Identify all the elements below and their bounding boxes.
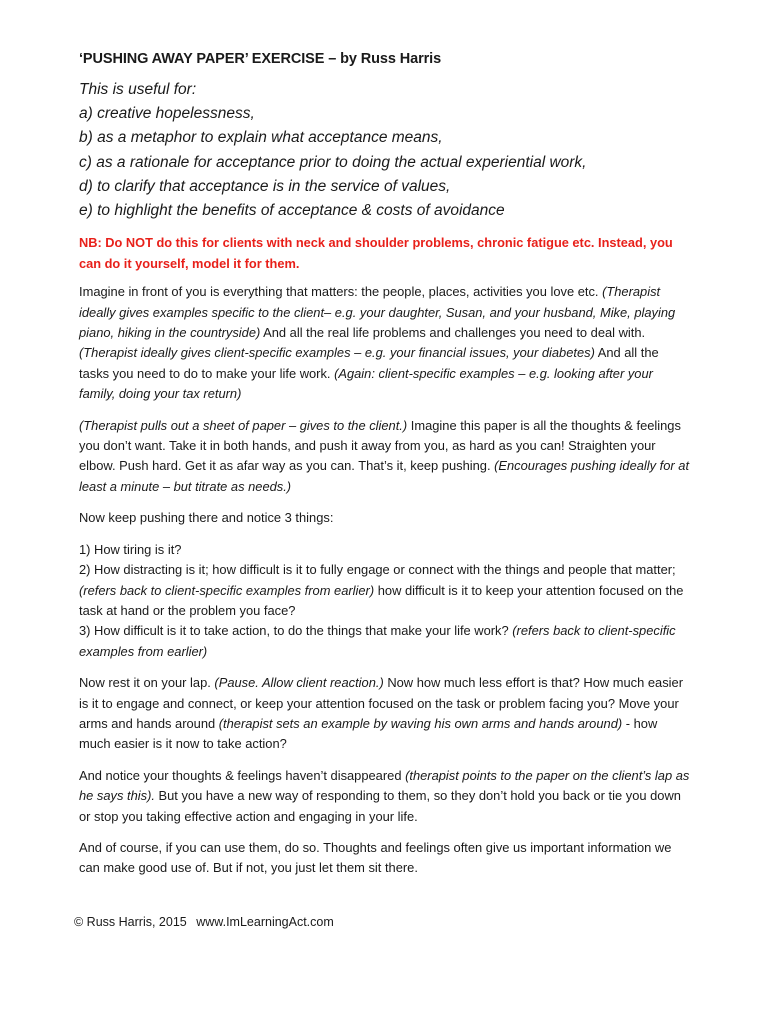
p4-text-c: Now how much less effort is that? How much easier is it to engage and connect, or keep your attention focused on the task or problem facing you? Move your arms and hands around <box>79 675 683 731</box>
uses-item-b: b) as a metaphor to explain what acceptance means, <box>79 129 443 147</box>
q2-text-c: how difficult is it to keep your attention focused on the task at hand or the problem you face? <box>79 582 684 618</box>
q3-stage-direction-b: (refers back to client-specific examples from earlier) <box>79 623 676 659</box>
uses-item-c: c) as a rationale for acceptance prior to doing the actual experiential work, <box>79 153 587 171</box>
p2-stage-direction-c: (Encourages pushing ideally for at least a minute – but titrate as needs.) <box>79 458 690 494</box>
paragraph-use-them: And of course, if you can use them, do so. Thoughts and feelings often give us important information we can make good use of. But if not, you just let them sit there. <box>79 839 672 876</box>
questions-list <box>79 540 691 662</box>
p5-text-a: And notice your thoughts & feelings haven’t disappeared <box>79 767 406 783</box>
uses-item-e: e) to highlight the benefits of acceptance & costs of avoidance <box>79 202 505 220</box>
p1-text-a: Imagine in front of you is everything that matters: the people, places, activities you love etc. <box>79 284 603 300</box>
footer-website-link[interactable]: www.ImLearningAct.com <box>196 915 334 929</box>
q2-text-a: 2) How distracting is it; how difficult is it to fully engage or connect with the things and people that matter; <box>79 562 676 578</box>
p4-text-e: - how much easier is it now to take action? <box>79 715 658 752</box>
paragraph-imagine <box>79 282 691 404</box>
p5-text-c: But you have a new way of responding to them, so they don’t hold you back or tie you down or stop you taking effective action and engaging in your life. <box>79 788 681 824</box>
document-body <box>79 48 691 890</box>
p5-stage-direction-b: (therapist points to the paper on the client’s lap as he says this). <box>79 767 690 804</box>
question-2 <box>79 560 691 621</box>
p1-text-c: And all the real life problems and challenges you need to deal with. <box>260 325 646 341</box>
q3-text-a: 3) How difficult is it to take action, to do the things that make your life work? <box>79 623 513 639</box>
question-3 <box>79 621 691 662</box>
question-1: 1) How tiring is it? <box>79 541 182 557</box>
p1-stage-direction-b: (Therapist ideally gives examples specific to the client– e.g. your daughter, Susan, and your husband, Mike, playing piano, hiking in the countryside) <box>79 284 676 341</box>
footer-copyright: © Russ Harris, 2015 <box>74 915 187 929</box>
p1-stage-direction-f: (Again: client-specific examples – e.g. looking after your family, doing your tax return) <box>79 365 653 402</box>
paragraph-notice: Now keep pushing there and notice 3 things: <box>79 510 334 526</box>
uses-item-a: a) creative hopelessness, <box>79 105 255 123</box>
paragraph-thoughts <box>79 766 691 827</box>
p1-text-e: And all the tasks you need to do to make your life work. <box>79 345 659 381</box>
p2-text-b: Imagine this paper is all the thoughts & feelings you don’t want. Take it in both hands, and push it away from you, as hard as you can! Straighten your elbow. Push hard. Get it as afar way as you can. That’s it, keep pushing. <box>79 417 681 474</box>
uses-intro: This is useful for: <box>79 81 197 98</box>
p4-stage-direction-d: (therapist sets an example by waving his own arms and hands around) <box>218 715 623 731</box>
uses-list <box>79 78 691 223</box>
document-title: ‘PUSHING AWAY PAPER’ EXERCISE – by Russ Harris <box>79 51 442 67</box>
warning-note: NB: Do NOT do this for clients with neck and shoulder problems, chronic fatigue etc. Instead, you can do it yourself, model it for them. <box>79 235 673 272</box>
footer <box>74 913 334 931</box>
uses-item-d: d) to clarify that acceptance is in the service of values, <box>79 177 451 195</box>
q2-stage-direction-b: (refers back to client-specific examples from earlier) <box>79 582 375 598</box>
paragraph-paper <box>79 416 691 498</box>
p2-stage-direction-a: (Therapist pulls out a sheet of paper – gives to the client.) <box>79 417 408 433</box>
p4-stage-direction-b: (Pause. Allow client reaction.) <box>214 675 384 691</box>
paragraph-rest <box>79 673 691 755</box>
p1-stage-direction-d: (Therapist ideally gives client-specific examples – e.g. your financial issues, your diabetes) <box>79 345 595 361</box>
p4-text-a: Now rest it on your lap. <box>79 675 215 691</box>
